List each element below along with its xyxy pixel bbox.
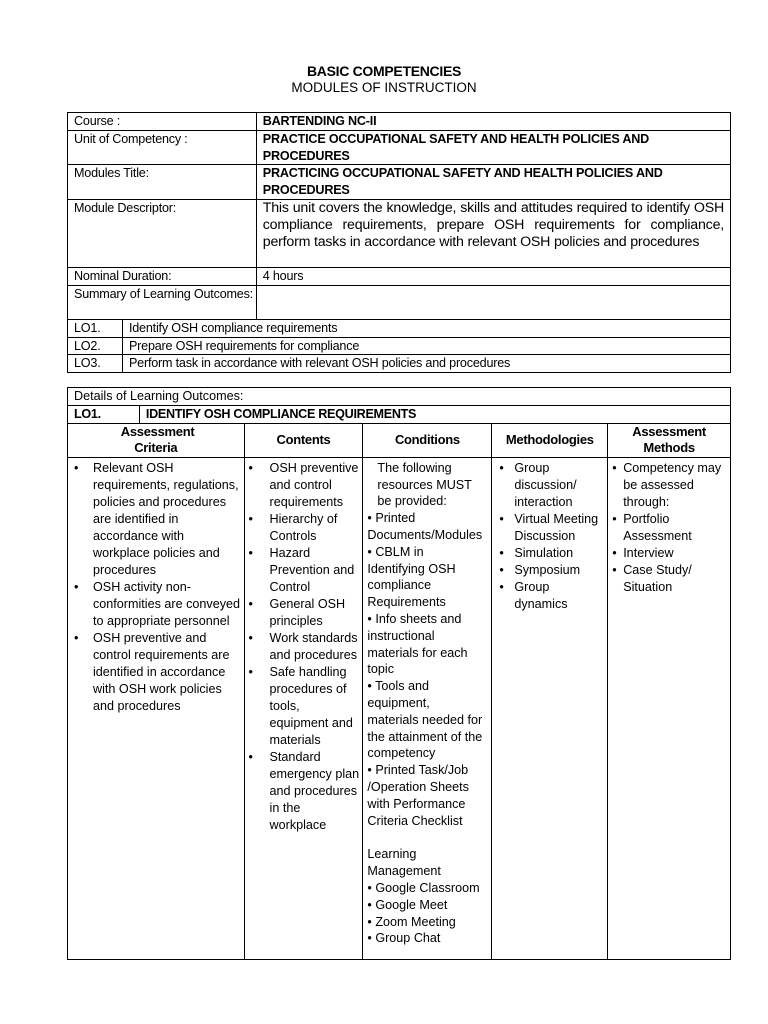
condition-line: The following [377, 460, 452, 475]
condition-line: • Google Meet [367, 897, 448, 912]
outcome-code: LO3. [68, 355, 123, 373]
assessment-method-item: • Portfolio Assessment [612, 511, 692, 543]
condition-line: • CBLM in [367, 544, 424, 559]
column-header-assessment-criteria: Assessment Criteria [68, 423, 245, 457]
module-title-row [68, 165, 731, 200]
column-header-row [68, 423, 731, 457]
criteria-item: • Relevant OSH requirements, regulations, policies and procedures are identified in accordance with workplace policies and procedures [74, 460, 239, 577]
lo-heading-row [68, 405, 731, 423]
outcome-row [68, 355, 731, 373]
outcome-code: LO2. [68, 337, 123, 355]
assessment-method-item: • Competency may be assessed through: [612, 460, 722, 509]
condition-line: with Performance [367, 796, 466, 811]
lo-code: LO1. [68, 405, 140, 423]
methodology-item: • Virtual Meeting Discussion [499, 511, 599, 543]
condition-line: Criteria Checklist [367, 813, 463, 828]
condition-line: equipment, [367, 695, 430, 710]
assessment-criteria-cell [68, 457, 245, 959]
learning-outcome-details-table [67, 387, 731, 960]
column-header-methodologies: Methodologies [492, 423, 608, 457]
methodology-item: • Simulation [499, 545, 574, 560]
conditions-text [365, 460, 489, 947]
document-subtitle: MODULES OF INSTRUCTION [291, 80, 477, 95]
condition-line: competency [367, 746, 436, 761]
details-content-row [68, 457, 731, 959]
course-row [68, 113, 731, 131]
unit-value: PRACTICE OCCUPATIONAL SAFETY AND HEALTH POLICIES AND PROCEDURES [256, 130, 730, 165]
descriptor-row [68, 199, 731, 267]
duration-label: Nominal Duration: [68, 267, 257, 285]
summary-label: Summary of Learning Outcomes: [68, 285, 257, 319]
lo-title: IDENTIFY OSH COMPLIANCE REQUIREMENTS [139, 405, 730, 423]
condition-line: • Google Classroom [367, 880, 480, 895]
module-title-label: Modules Title: [68, 165, 257, 200]
summary-value [256, 285, 730, 319]
details-title: Details of Learning Outcomes: [68, 388, 731, 406]
contents-item: • General OSH principles [248, 596, 346, 628]
contents-item: • Standard emergency plan and procedures in the workplace [248, 749, 360, 832]
condition-line: topic [367, 662, 395, 677]
contents-item: • OSH preventive and control requirements [248, 460, 359, 509]
assessment-method-item: • Case Study/ Situation [612, 562, 692, 594]
unit-label: Unit of Competency : [68, 130, 257, 165]
course-label: Course : [68, 113, 257, 131]
assessment-method-item: • Interview [612, 545, 674, 560]
condition-line: compliance [367, 578, 432, 593]
condition-line: Learning [367, 847, 417, 862]
unit-row [68, 130, 731, 165]
contents-item: • Safe handling procedures of tools, equipment and materials [248, 664, 353, 747]
condition-line: Identifying OSH [367, 561, 456, 576]
contents-item: • Hazard Prevention and Control [248, 545, 355, 594]
condition-line: materials needed for [367, 712, 483, 727]
column-header-contents: Contents [244, 423, 363, 457]
condition-line: resources MUST [377, 477, 472, 492]
assessment-methods-cell [608, 457, 731, 959]
condition-line: • Tools and [367, 679, 429, 694]
methodology-item: • Group dynamics [499, 579, 568, 611]
course-value: BARTENDING NC-II [256, 113, 730, 131]
methodology-item: • Symposium [499, 562, 581, 577]
criteria-item: • OSH preventive and control requirements are identified in accordance with OSH work policies and procedures [74, 630, 230, 713]
methodologies-list [494, 460, 605, 613]
methodology-item: • Group discussion/ interaction [499, 460, 577, 509]
condition-line: • Printed [367, 511, 416, 526]
column-header-assessment-methods: Assessment Methods [608, 423, 731, 457]
outcome-code: LO1. [68, 319, 123, 337]
assessment-methods-list [610, 460, 728, 596]
module-info-table [67, 112, 731, 373]
outcome-text: Perform task in accordance with relevant OSH policies and procedures [122, 355, 730, 373]
outcome-text: Prepare OSH requirements for compliance [122, 337, 730, 355]
outcome-row [68, 337, 731, 355]
condition-line: • Zoom Meeting [367, 914, 456, 929]
duration-value: 4 hours [256, 267, 730, 285]
condition-line: the attainment of the [367, 729, 483, 744]
descriptor-value: This unit covers the knowledge, skills and attitudes required to identify OSH compliance requirements, prepare OSH requirements for compliance, perform tasks in accordance with relevant OSH policies and procedures [256, 199, 730, 267]
document-title: BASIC COMPETENCIES [306, 63, 462, 79]
condition-line: • Info sheets and [367, 611, 462, 626]
outcome-text: Identify OSH compliance requirements [122, 319, 730, 337]
contents-item: • Hierarchy of Controls [248, 511, 338, 543]
conditions-cell [363, 457, 492, 959]
condition-spacer [367, 829, 489, 846]
descriptor-label: Module Descriptor: [68, 199, 257, 267]
criteria-list [70, 460, 242, 715]
criteria-item: • OSH activity non-conformities are conveyed to appropriate personnel [74, 579, 240, 628]
condition-line: instructional [367, 628, 435, 643]
contents-item: • Work standards and procedures [248, 630, 358, 662]
condition-line: • Group Chat [367, 931, 441, 946]
details-title-row [68, 388, 731, 406]
contents-cell [244, 457, 363, 959]
contents-list [247, 460, 361, 834]
condition-line: Requirements [367, 595, 446, 610]
module-title-value: PRACTICING OCCUPATIONAL SAFETY AND HEALTH POLICIES AND PROCEDURES [256, 165, 730, 200]
condition-line: /Operation Sheets [367, 779, 469, 794]
column-header-conditions: Conditions [363, 423, 492, 457]
methodologies-cell [492, 457, 608, 959]
summary-row [68, 285, 731, 319]
condition-line: Management [367, 864, 441, 879]
condition-line: be provided: [377, 494, 447, 509]
outcome-row [68, 319, 731, 337]
condition-line: materials for each [367, 645, 468, 660]
condition-line: • Printed Task/Job [367, 763, 469, 778]
duration-row [68, 267, 731, 285]
condition-line: Documents/Modules [367, 527, 483, 542]
